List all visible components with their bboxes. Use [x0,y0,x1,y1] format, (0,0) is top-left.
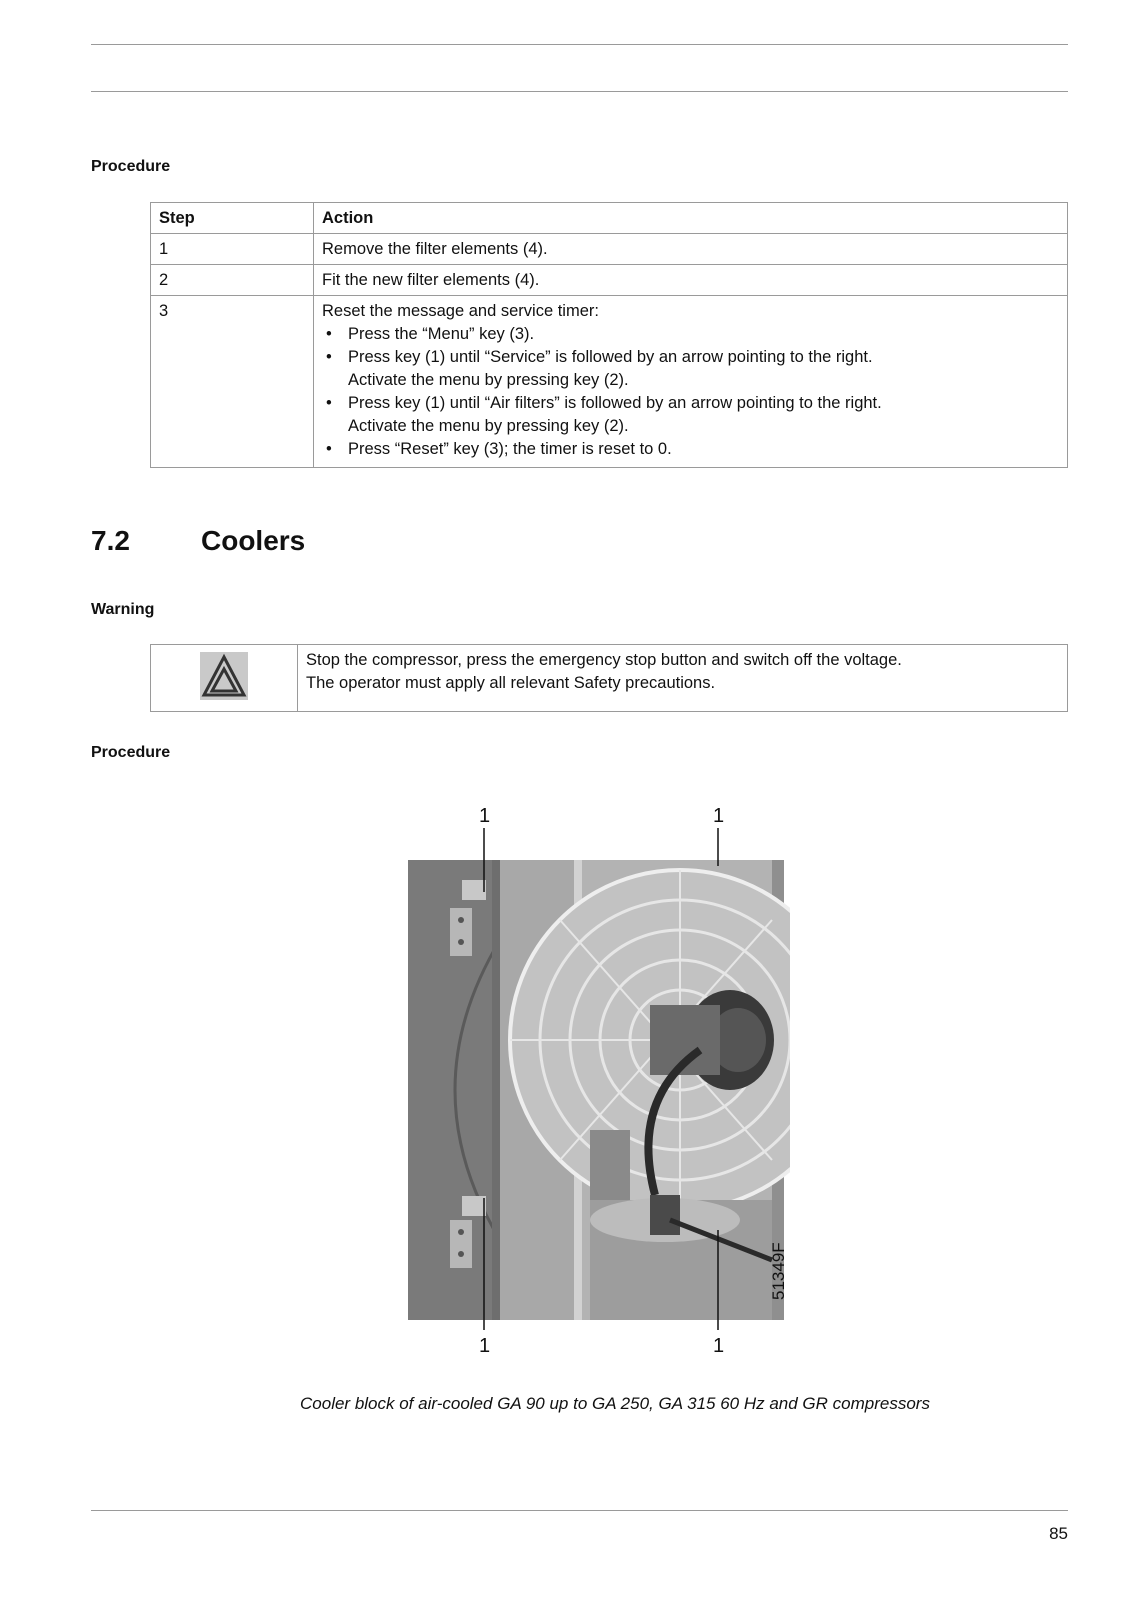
cooler-block-figure [400,800,790,1370]
bullet-line: Activate the menu by pressing key (2). [348,417,629,435]
table-header-row [151,203,1068,234]
page-number: 85 [1049,1524,1068,1543]
step-header: Step [151,203,314,234]
warning-line: Stop the compressor, press the emergency stop button and switch off the voltage. [306,651,902,669]
callout-label: 1 [713,1335,725,1357]
figure-code: 51349F [769,1242,788,1300]
procedure-table [150,202,1068,468]
action-intro: Reset the message and service timer: [322,302,599,320]
warning-line: The operator must apply all relevant Safety precautions. [306,674,716,692]
bullet-line: Press key (1) until “Service” is followed by an arrow pointing to the right. [348,348,873,366]
figure-caption: Cooler block of air-cooled GA 90 up to GA 250, GA 315 60 Hz and GR compressors [300,1394,930,1413]
section-title: Coolers [201,525,306,556]
warning-icon-cell [151,645,298,712]
procedure-label: Procedure [91,158,171,175]
warning-label: Warning [91,601,155,618]
warning-table [150,644,1068,712]
section-number: 7.2 [91,525,130,556]
callout-label: 1 [713,805,725,827]
step-cell: 1 [151,234,314,265]
table-row [151,234,1068,265]
header-rule-top [91,44,1068,45]
bullet-item: • Press “Reset” key (3); the timer is reset to 0. [322,438,1059,461]
warning-row [151,645,1068,712]
callout-label: 1 [479,805,491,827]
warning-text-cell [298,645,1068,712]
step-cell: 3 [151,296,314,468]
table-row [151,265,1068,296]
bullet-item [322,392,1059,438]
action-header: Action [314,203,1068,234]
bullet-item: • Press the “Menu” key (3). [322,323,1059,346]
section-heading [91,525,305,557]
table-row [151,296,1068,468]
warning-triangle-icon [199,651,249,701]
header-rule-bottom [91,91,1068,92]
action-cell: Fit the new filter elements (4). [314,265,1068,296]
action-bullet-list [322,323,1059,461]
bullet-item [322,346,1059,392]
action-cell [314,296,1068,468]
bullet-line: Activate the menu by pressing key (2). [348,371,629,389]
action-cell: Remove the filter elements (4). [314,234,1068,265]
footer-rule [91,1510,1068,1511]
step-cell: 2 [151,265,314,296]
cooler-photo [400,800,790,1370]
procedure-label-2: Procedure [91,744,171,761]
callout-label: 1 [479,1335,491,1357]
bullet-line: Press key (1) until “Air filters” is followed by an arrow pointing to the right. [348,394,882,412]
